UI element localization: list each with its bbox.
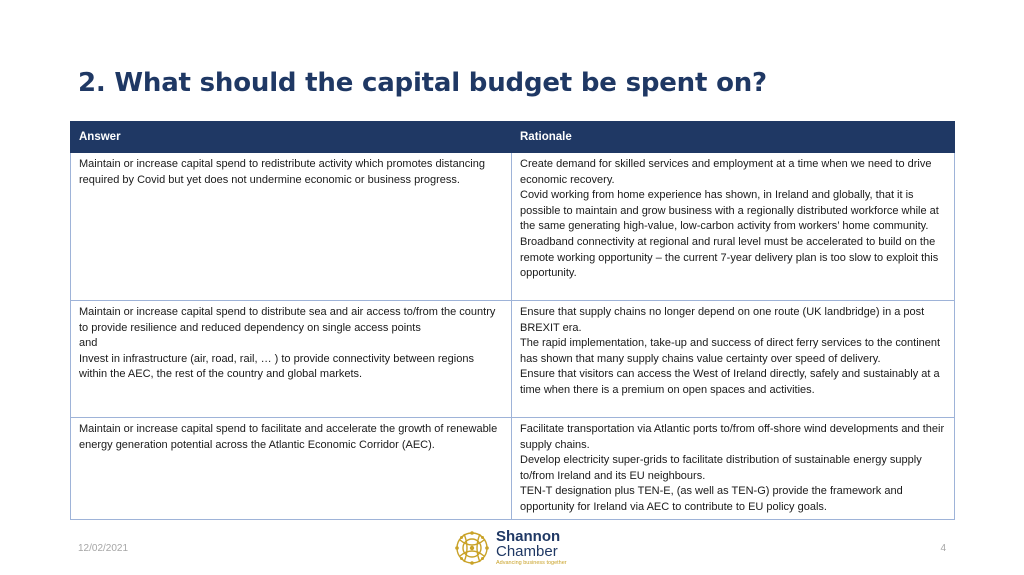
footer-date: 12/02/2021 bbox=[78, 543, 129, 554]
answer-text: Maintain or increase capital spend to facilitate and accelerate the growth of renewable energy generation potential across the Atlantic Economic Corridor (AEC). bbox=[79, 423, 498, 451]
answer-text: Maintain or increase capital spend to redistribute activity which promotes distancing required by Covid but yet does not undermine economic or business progress. bbox=[79, 158, 485, 186]
answer-text: Maintain or increase capital spend to distribute sea and air access to/from the country to provide resilience and reduced dependency on single access points bbox=[79, 306, 496, 334]
rationale-text: Ensure that supply chains no longer depend on one route (UK landbridge) in a post BREXIT era. bbox=[520, 306, 925, 334]
rationale-text: Create demand for skilled services and employment at a time when we need to drive economic recovery. bbox=[520, 158, 932, 186]
shannon-chamber-emblem-icon bbox=[452, 528, 492, 568]
answer-cell bbox=[71, 301, 512, 418]
rationale-text: Facilitate transportation via Atlantic ports to/from off-shore wind developments and their supply chains. bbox=[520, 423, 945, 451]
logo-name-line2: Chamber bbox=[496, 543, 558, 561]
rationale-text: The rapid implementation, take-up and success of direct ferry services to the continent has shown that many supply chains value certainty over speed of delivery. bbox=[520, 337, 941, 365]
rationale-cell bbox=[512, 153, 955, 301]
shannon-chamber-logo bbox=[452, 528, 567, 568]
answer-cell bbox=[71, 153, 512, 301]
rationale-cell bbox=[512, 301, 955, 418]
table-row bbox=[71, 418, 955, 520]
answer-text: and bbox=[79, 337, 98, 350]
answer-text: Invest in infrastructure (air, road, rail, … ) to provide connectivity between regions within the AEC, the rest of the country and global markets. bbox=[79, 352, 474, 381]
table-row bbox=[71, 301, 955, 418]
column-header-rationale: Rationale bbox=[512, 122, 955, 153]
page-number: 4 bbox=[940, 543, 946, 554]
rationale-text: TEN-T designation plus TEN-E, (as well as TEN-G) provide the framework and opportunity for Ireland via AEC to contribute to EU policy goals. bbox=[520, 485, 903, 513]
rationale-text: Ensure that visitors can access the West of Ireland directly, safely and sustainably at a time when there is a premium on open spaces and activities. bbox=[520, 368, 940, 396]
rationale-text: Broadband connectivity at regional and rural level must be accelerated to build on the remote working opportunity – the current 7-year delivery plan is too slow to exploit this opportunity. bbox=[520, 235, 939, 280]
logo-name-line1: Shannon bbox=[496, 528, 561, 546]
answer-cell bbox=[71, 418, 512, 520]
table-header-row bbox=[71, 122, 955, 153]
column-header-answer: Answer bbox=[71, 122, 512, 153]
table-row bbox=[71, 153, 955, 301]
rationale-text: Develop electricity super-grids to facilitate distribution of sustainable energy supply to/from Ireland and its EU neighbours. bbox=[520, 454, 922, 482]
rationale-text: Covid working from home experience has shown, in Ireland and globally, that it is possible to maintain and grow business with a regionally distributed workforce while at the same generating high-value, low-carbon activity from workers’ home community. bbox=[520, 189, 939, 233]
answers-table bbox=[70, 121, 955, 520]
logo-tagline: Advancing business together bbox=[496, 560, 567, 567]
slide-title: 2. What should the capital budget be spent on? bbox=[78, 68, 767, 98]
rationale-cell bbox=[512, 418, 955, 520]
